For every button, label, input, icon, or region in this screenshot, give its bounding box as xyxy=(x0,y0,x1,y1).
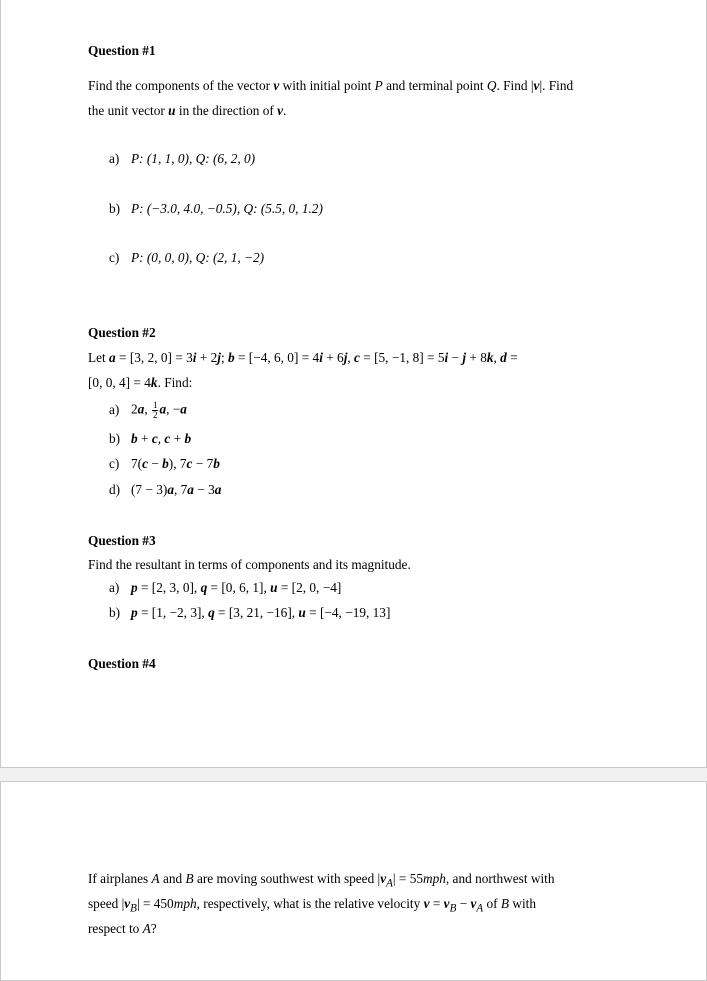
q4-text-line1: If airplanes A and B are moving southwest with speed $|v_A| = 55mph$, and northwest with xyxy=(88,871,555,890)
q3-item-a: a) p = [2, 3, 0], q = [0, 6, 1], u = [2, 0, −4] xyxy=(109,580,342,595)
q1-intro-line2: the unit vector u in the direction of v. xyxy=(88,103,287,118)
q2-item-c: c) 7(c − b), 7c − 7b xyxy=(109,456,220,471)
q2-definition-line1: Let a = [3, 2, 0] = 3i + 2j; b = [−4, 6, 0] = 4i + 6j, c = [5, −1, 8] = 5i − j + 8k, d = xyxy=(88,350,518,365)
q4-text-line2: speed $|v_B| = 450mph$, respectively, what is the relative velocity $v = v_B - v_A$ of B with xyxy=(88,896,537,915)
q2-heading: Question #2 xyxy=(88,325,156,340)
q1-item-c: c) P: (0, 0, 0), Q: (2, 1, −2) xyxy=(109,250,265,265)
fraction-one-half: $\frac{1}{2}$ xyxy=(152,400,158,420)
q1-item-b: b) P: (−3.0, 4.0, −0.5), Q: (5.5, 0, 1.2) xyxy=(109,201,323,216)
q2-item-d: d) (7 − 3)a, 7a − 3a xyxy=(109,482,222,497)
q3-intro: Find the resultant in terms of components and its magnitude. xyxy=(88,557,411,572)
q1-heading: Question #1 xyxy=(88,43,156,58)
q3-item-b: b) p = [1, −2, 3], q = [3, 21, −16], u = [−4, −19, 13] xyxy=(109,605,391,620)
q2-definition-line2: [0, 0, 4] = 4k. Find: xyxy=(88,375,193,390)
q4-text-line3: respect to A? xyxy=(88,921,157,936)
q3-heading: Question #3 xyxy=(88,533,156,548)
q1-item-a: a) P: (1, 1, 0), Q: (6, 2, 0) xyxy=(109,151,256,166)
q2-item-b: b) b + c, c + b xyxy=(109,431,192,446)
q2-item-a: a) 2a, $\frac{1}{2}$ a, −a xyxy=(109,400,187,420)
q1-intro-line1: Find the components of the vector v with initial point P and terminal point Q. Find |v|. Find xyxy=(88,78,574,93)
q4-heading: Question #4 xyxy=(88,656,156,671)
document-page-2 xyxy=(0,781,707,981)
